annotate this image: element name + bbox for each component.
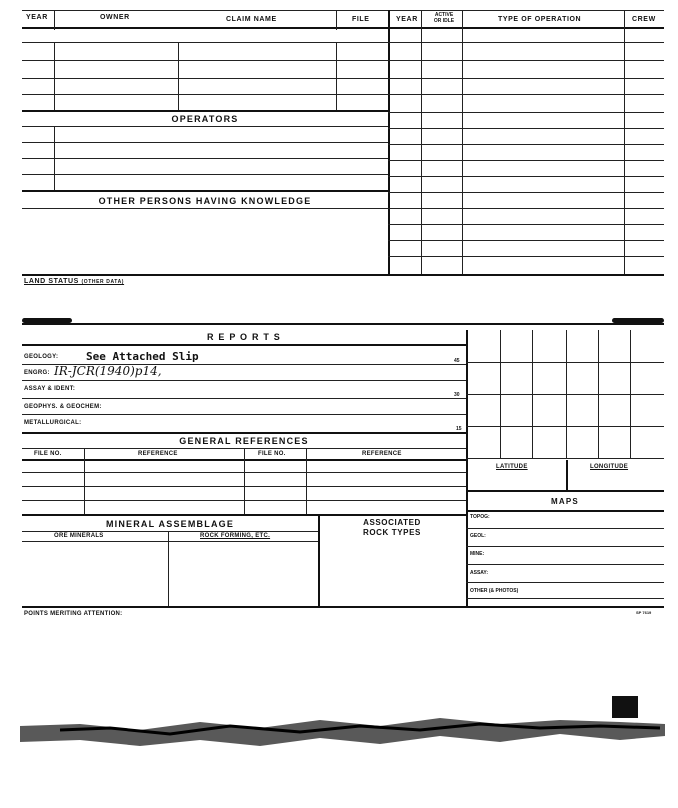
row-line	[388, 160, 664, 161]
section-rule	[466, 490, 664, 492]
grid-line	[466, 362, 664, 363]
row-line	[388, 128, 664, 129]
maps-geol: GEOL:	[470, 533, 486, 539]
latitude-label: LATITUDE	[496, 464, 528, 470]
divider	[244, 448, 245, 514]
section-rule	[466, 510, 664, 512]
maps-heading: MAPS	[551, 497, 579, 506]
divider	[318, 514, 320, 606]
row-line	[466, 582, 664, 583]
row-line	[22, 94, 388, 95]
associated-rock-types-heading: ASSOCIATED ROCK TYPES	[362, 518, 421, 537]
divider	[84, 448, 85, 514]
row-line	[22, 78, 388, 79]
mineral-assemblage-heading: MINERAL ASSEMBLAGE	[105, 519, 235, 529]
row-line	[388, 208, 664, 209]
row-line	[22, 126, 388, 127]
divider	[624, 10, 625, 276]
header-year-2: YEAR	[396, 16, 418, 23]
row-line	[22, 42, 388, 43]
divider	[54, 126, 55, 190]
other-persons-heading: OTHER PERSONS HAVING KNOWLEDGE	[98, 196, 312, 206]
col-reference-1: REFERENCE	[138, 451, 178, 457]
section-rule	[22, 514, 466, 516]
grid-line	[466, 458, 664, 459]
section-rule	[22, 432, 466, 434]
metallurgical-num: 15	[456, 426, 462, 432]
land-status-text: LAND STATUS	[24, 278, 79, 285]
divider	[566, 460, 568, 490]
grid-line	[466, 394, 664, 395]
geology-value: See Attached Slip	[86, 350, 199, 363]
divider	[306, 448, 307, 514]
header-claim-name: CLAIM NAME	[226, 16, 277, 23]
section-rule	[22, 344, 466, 346]
row-line	[388, 78, 664, 79]
section-rule	[22, 190, 388, 192]
header-owner: OWNER	[100, 14, 130, 21]
row-line	[466, 598, 664, 599]
row-line	[388, 94, 664, 95]
row-line	[22, 208, 388, 209]
row-line	[388, 240, 664, 241]
row-line	[388, 112, 664, 113]
maps-topog: TOPOG:	[470, 514, 490, 520]
row-line	[22, 541, 318, 542]
divider	[462, 10, 463, 276]
col-file-no-2: FILE NO.	[258, 451, 286, 457]
top-border	[22, 10, 664, 11]
rock-forming-label: ROCK FORMING, ETC.	[200, 533, 271, 539]
divider	[336, 42, 337, 110]
row-line	[466, 546, 664, 547]
engrg-value: IR-JCR(1940)p14,	[54, 364, 162, 378]
scan-noise-band	[20, 690, 670, 760]
ore-minerals-label: ORE MINERALS	[54, 533, 104, 539]
section-rule	[22, 110, 388, 112]
row-line	[388, 256, 664, 257]
row-line	[466, 528, 664, 529]
row-line	[22, 380, 466, 381]
general-references-heading: GENERAL REFERENCES	[179, 436, 309, 446]
col-reference-2: REFERENCE	[362, 451, 402, 457]
divider-center	[388, 10, 390, 276]
engrg-label: ENGRG:	[24, 370, 50, 376]
row-line	[22, 142, 388, 143]
row-line	[466, 564, 664, 565]
row-line	[22, 414, 466, 415]
row-line	[388, 60, 664, 61]
header-type-of-operation: TYPE OF OPERATION	[498, 16, 582, 23]
header-crew: CREW	[632, 16, 656, 23]
header-bottom-rule	[22, 27, 664, 29]
row-line	[388, 42, 664, 43]
maps-mine: MINE:	[470, 551, 485, 557]
row-line	[22, 531, 318, 532]
longitude-label: LONGITUDE	[590, 464, 629, 470]
row-line	[22, 174, 388, 175]
form-code: SP 7619	[636, 610, 652, 615]
divider	[54, 10, 55, 30]
row-line	[388, 176, 664, 177]
divider	[54, 42, 55, 110]
reports-heading: R E P O R T S	[207, 332, 281, 342]
header-active-or-idle: ACTIVE OR IDLE	[433, 12, 455, 24]
row-line	[388, 224, 664, 225]
geology-label: GEOLOGY:	[24, 354, 59, 360]
header-year: YEAR	[26, 14, 48, 21]
operators-heading: OPERATORS	[171, 114, 239, 124]
row-line	[22, 158, 388, 159]
maps-other: OTHER (& PHOTOS)	[470, 588, 519, 594]
divider	[178, 42, 179, 110]
geology-num: 45	[454, 358, 460, 364]
land-status-sub: (OTHER DATA)	[81, 279, 125, 285]
maps-assay: ASSAY:	[470, 570, 489, 576]
section-rule	[22, 606, 664, 608]
section-rule	[22, 274, 664, 276]
section-rule	[22, 323, 664, 325]
assay-num: 30	[454, 392, 460, 398]
grid-line	[466, 426, 664, 427]
divider	[336, 10, 337, 30]
land-status-label	[24, 278, 124, 285]
row-line	[22, 398, 466, 399]
row-line	[388, 192, 664, 193]
divider	[421, 10, 422, 276]
row-line	[22, 60, 388, 61]
header-file: FILE	[352, 16, 370, 23]
divider	[168, 531, 169, 606]
geophys-label: GEOPHYS. & GEOCHEM:	[24, 404, 102, 410]
assay-label: ASSAY & IDENT:	[24, 386, 76, 392]
metallurgical-label: METALLURGICAL:	[24, 420, 82, 426]
col-file-no-1: FILE NO.	[34, 451, 62, 457]
row-line	[388, 144, 664, 145]
points-meriting-attention-label: POINTS MERITING ATTENTION:	[24, 611, 123, 617]
